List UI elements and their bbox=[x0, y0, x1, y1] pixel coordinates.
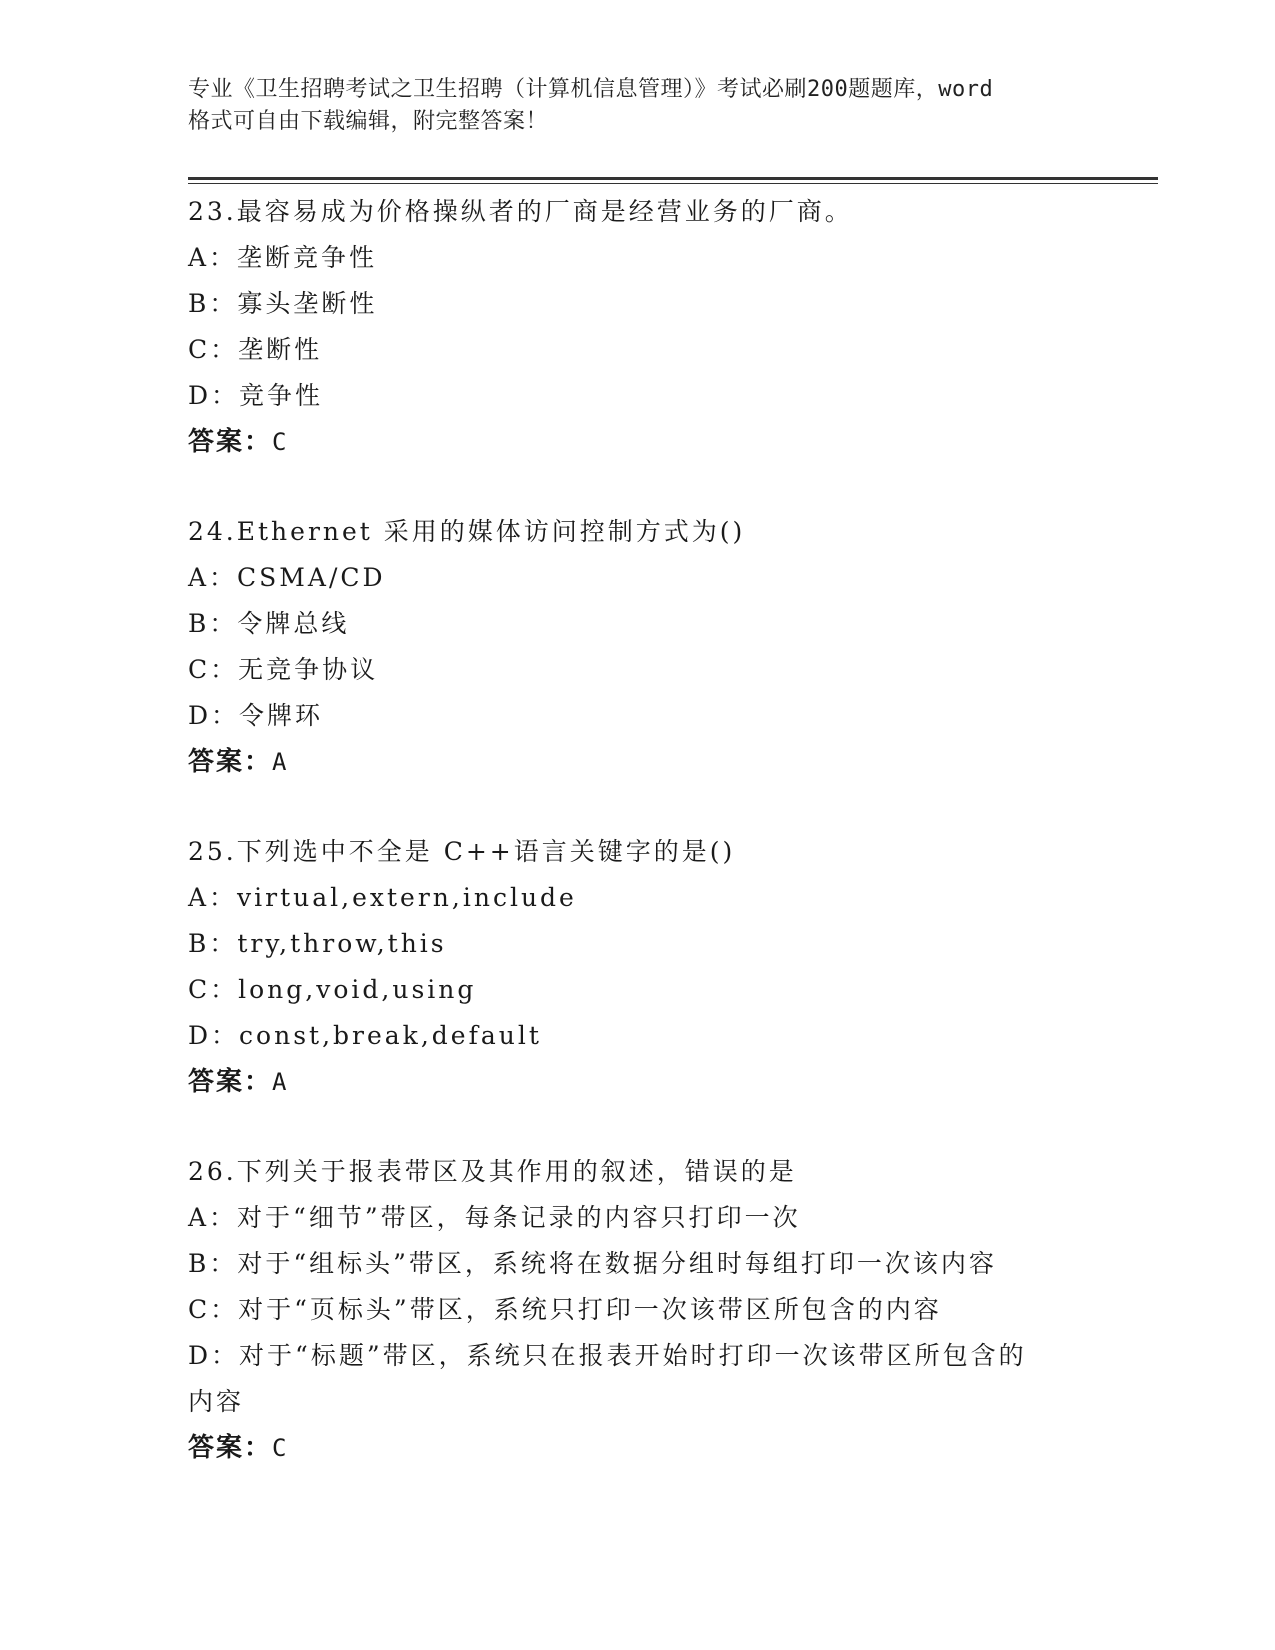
answer-label: 答案： bbox=[188, 747, 273, 777]
answer-value: C bbox=[272, 428, 289, 456]
answer-line bbox=[188, 1059, 1088, 1105]
option-b: B：令牌总线 bbox=[188, 609, 350, 638]
option-b: B：寡头垄断性 bbox=[188, 289, 378, 318]
header-line-2: 格式可自由下载编辑，附完整答案！ bbox=[188, 109, 549, 134]
answer-label: 答案： bbox=[188, 1433, 273, 1463]
document-header bbox=[188, 74, 1088, 138]
option-a: A：垄断竞争性 bbox=[188, 243, 378, 272]
option-d-continued: 内容 bbox=[188, 1387, 245, 1416]
header-divider-thick bbox=[188, 177, 1158, 180]
option-d: D：对于“标题”带区，系统只在报表开始时打印一次该带区所包含的 bbox=[188, 1341, 1027, 1370]
question-24 bbox=[188, 509, 1088, 785]
option-b: B：try,throw,this bbox=[188, 929, 447, 958]
question-23 bbox=[188, 189, 1088, 465]
question-stem: 24.Ethernet 采用的媒体访问控制方式为() bbox=[188, 517, 746, 546]
header-divider-thin bbox=[188, 183, 1158, 184]
question-stem: 26.下列关于报表带区及其作用的叙述，错误的是 bbox=[188, 1157, 797, 1186]
option-c: C：垄断性 bbox=[188, 335, 323, 364]
answer-value: C bbox=[272, 1434, 289, 1462]
option-a: A：对于“细节”带区，每条记录的内容只打印一次 bbox=[188, 1203, 801, 1232]
option-c: C：无竞争协议 bbox=[188, 655, 379, 684]
option-d: D：const,break,default bbox=[188, 1021, 542, 1050]
answer-label: 答案： bbox=[188, 427, 273, 457]
question-25 bbox=[188, 829, 1088, 1105]
option-d: D：竞争性 bbox=[188, 381, 324, 410]
question-stem: 25.下列选中不全是 C++语言关键字的是() bbox=[188, 837, 736, 866]
question-26 bbox=[188, 1149, 1088, 1471]
question-stem: 23.最容易成为价格操纵者的厂商是经营业务的厂商。 bbox=[188, 197, 853, 226]
answer-label: 答案： bbox=[188, 1067, 273, 1097]
header-line-1: 专业《卫生招聘考试之卫生招聘（计算机信息管理）》考试必刷200题题库，word bbox=[188, 77, 994, 102]
answer-line bbox=[188, 739, 1088, 785]
answer-value: A bbox=[272, 748, 289, 776]
answer-line bbox=[188, 1425, 1088, 1471]
option-d: D：令牌环 bbox=[188, 701, 324, 730]
question-list bbox=[188, 189, 1088, 1471]
answer-line bbox=[188, 419, 1088, 465]
option-a: A：CSMA/CD bbox=[188, 563, 386, 592]
option-c: C：long,void,using bbox=[188, 975, 477, 1004]
option-b: B：对于“组标头”带区，系统将在数据分组时每组打印一次该内容 bbox=[188, 1249, 997, 1278]
option-c: C：对于“页标头”带区，系统只打印一次该带区所包含的内容 bbox=[188, 1295, 942, 1324]
option-a: A：virtual,extern,include bbox=[188, 883, 577, 912]
answer-value: A bbox=[272, 1068, 289, 1096]
